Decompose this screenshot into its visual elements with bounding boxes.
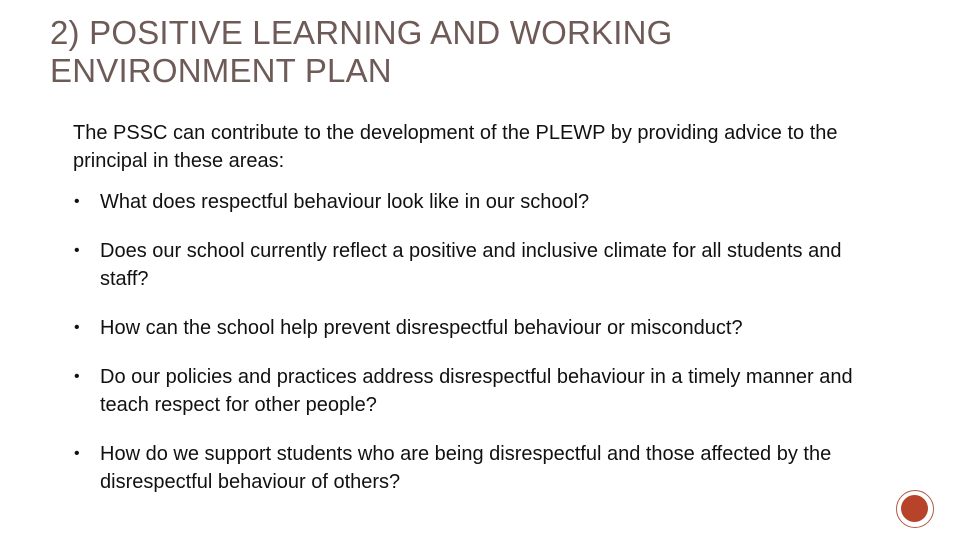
bullet-point-icon: • — [74, 319, 80, 336]
bullet-list — [73, 188, 893, 517]
bullet-item-inclusive-climate — [73, 237, 893, 293]
intro-paragraph: The PSSC can contribute to the development of the PLEWP by providing advice to the principal in these areas: — [73, 122, 838, 172]
bullet-text: How do we support students who are being disrespectful and those affected by the disrespectful behaviour of others? — [100, 443, 832, 493]
bullet-text: What does respectful behaviour look like in our school? — [100, 191, 590, 213]
bullet-point-icon: • — [74, 242, 80, 259]
bullet-text: Does our school currently reflect a positive and inclusive climate for all students and staff? — [100, 240, 842, 290]
slide-number-badge-fill — [901, 495, 928, 522]
slide-title-line-2: ENVIRONMENT PLAN — [50, 52, 392, 89]
bullet-point-icon: • — [74, 368, 80, 385]
bullet-item-support-students — [73, 440, 893, 496]
bullet-item-policies-practices — [73, 363, 893, 419]
slide-title — [50, 14, 910, 90]
slide-number-badge — [896, 490, 934, 528]
bullet-text: How can the school help prevent disrespectful behaviour or misconduct? — [100, 317, 743, 339]
bullet-text: Do our policies and practices address disrespectful behaviour in a timely manner and teach respect for other people? — [100, 366, 853, 416]
bullet-point-icon: • — [74, 445, 80, 462]
bullet-item-respectful-behaviour — [73, 188, 893, 216]
bullet-item-prevent-misconduct — [73, 314, 893, 342]
bullet-point-icon: • — [74, 193, 80, 210]
slide-title-line-1: 2) POSITIVE LEARNING AND WORKING — [50, 14, 673, 51]
